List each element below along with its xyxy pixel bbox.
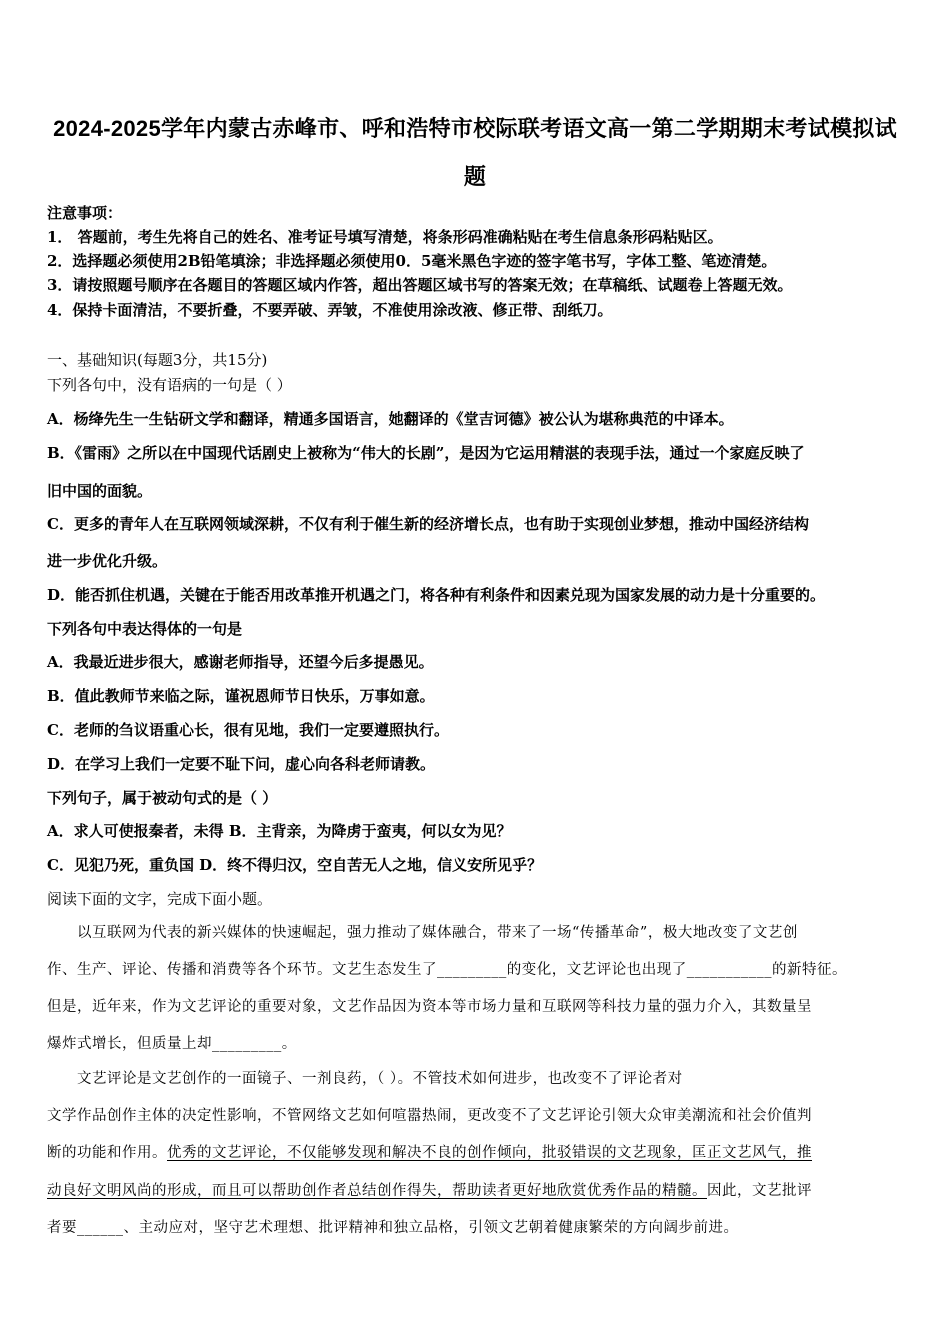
passage-line: 爆炸式增长，但质量上却_________。 — [47, 1036, 297, 1052]
passage-line: 但是，近年来，作为文艺评论的重要对象，文艺作品因为资本等市场力量和互联网等科技力量的强力介入，其数量呈 — [47, 999, 812, 1015]
notice-heading: 注意事项： — [47, 204, 123, 222]
underlined-sentence: 优秀的文艺评论，不仅能够发现和解决不良的创作倾向，批驳错误的文艺现象，匡正文艺风气，推 — [167, 1145, 812, 1161]
option-d: D．在学习上我们一定要不耻下问，虚心向各科老师请教。 — [47, 755, 436, 773]
section-heading: 一、基础知识(每题3分，共15分) — [47, 351, 268, 369]
options-cd: C．见犯乃死，重负国 D．终不得归汉，空自苦无人之地，信义安所见乎？ — [47, 856, 543, 874]
notice-item: 3．请按照题号顺序在各题目的答题区域内作答，超出答题区域书写的答案无效；在草稿纸、试题卷上答题无效。 — [47, 276, 793, 294]
underlined-sentence: 动良好文明风尚的形成，而且可以帮助创作者总结创作得失，帮助读者更好地欣赏优秀作品的精髓。 — [47, 1183, 707, 1199]
passage-line — [47, 1142, 903, 1164]
question-stem: 下列各句中表达得体的一句是 — [47, 620, 243, 638]
options-ab: A．求人可使报秦者，未得 B．主背亲，为降虏于蛮夷，何以女为见？ — [47, 822, 512, 840]
question-stem: 下列各句中，没有语病的一句是（ ） — [47, 376, 292, 394]
exam-title-continued: 题 — [463, 164, 487, 189]
passage-line: 者要______、主动应对，坚守艺术理想、批评精神和独立品格，引领文艺朝着健康繁荣的方向阔步前进。 — [47, 1220, 739, 1236]
question-stem: 下列句子，属于被动句式的是（ ） — [47, 789, 278, 807]
passage-line — [47, 1180, 903, 1202]
option-c: C．更多的青年人在互联网领域深耕，不仅有利于催生新的经济增长点，也有助于实现创业梦想，推动中国经济结构 — [47, 515, 809, 533]
passage-line: 文学作品创作主体的决定性影响，不管网络文艺如何喧嚣热闹，更改变不了文艺评论引领大众审美潮流和社会价值判 — [47, 1108, 812, 1124]
passage-line: 作、生产、评论、传播和消费等各个环节。文艺生态发生了_________的变化，文艺评论也出现了___________的新特征。 — [47, 962, 847, 978]
option-a: A．我最近进步很大，感谢老师指导，还望今后多提愚见。 — [47, 653, 434, 671]
passage-text: 断的功能和作用。 — [47, 1145, 167, 1161]
option-b-continued: 旧中国的面貌。 — [47, 482, 153, 500]
passage-text: 因此，文艺批评 — [707, 1183, 812, 1199]
option-b: B．值此教师节来临之际，谨祝恩师节日快乐，万事如意。 — [47, 687, 435, 705]
notice-item: 2．选择题必须使用2B铅笔填涂；非选择题必须使用0．5毫米黑色字迹的签字笔书写，字体工整、笔迹清楚。 — [47, 252, 777, 270]
notice-item: 1． 答题前，考生先将自己的姓名、准考证号填写清楚，将条形码准确粘贴在考生信息条形码粘贴区。 — [47, 228, 723, 246]
notice-item: 4．保持卡面清洁，不要折叠，不要弄破、弄皱，不准使用涂改液、修正带、刮纸刀。 — [47, 301, 613, 319]
option-d: D．能否抓住机遇，关键在于能否用改革推开机遇之门，将各种有利条件和因素兑现为国家发展的动力是十分重要的。 — [47, 586, 826, 604]
option-b: B．《雷雨》之所以在中国现代话剧史上被称为“伟大的长剧”，是因为它运用精湛的表现手法，通过一个家庭反映了 — [47, 444, 805, 462]
option-c-continued: 进一步优化升级。 — [47, 552, 168, 570]
option-a: A．杨绛先生一生钻研文学和翻译，精通多国语言，她翻译的《堂吉诃德》被公认为堪称典范的中译本。 — [47, 410, 734, 428]
passage-line: 文艺评论是文艺创作的一面镜子、一剂良药，（ ）。不管技术如何进步，也改变不了评论者对 — [77, 1071, 683, 1087]
exam-title: 2024-2025学年内蒙古赤峰市、呼和浩特市校际联考语文高一第二学期期末考试模拟试 — [53, 116, 897, 141]
option-c: C．老师的刍议语重心长，很有见地，我们一定要遵照执行。 — [47, 721, 449, 739]
passage-line: 以互联网为代表的新兴媒体的快速崛起，强力推动了媒体融合，带来了一场“传播革命”，极大地改变了文艺创 — [77, 925, 798, 941]
reading-instruction: 阅读下面的文字，完成下面小题。 — [47, 890, 273, 908]
